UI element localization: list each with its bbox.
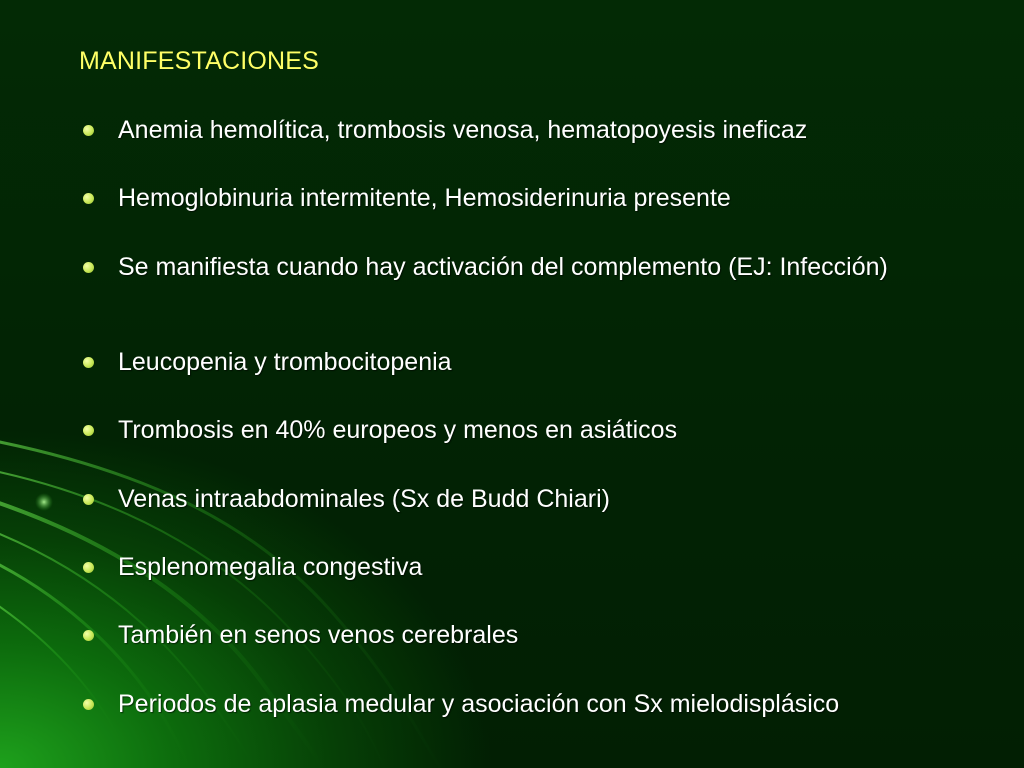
bullet-dot-icon [83,562,94,573]
bullet-dot-icon [83,494,94,505]
bullet-dot-icon [83,125,94,136]
bullet-text: Trombosis en 40% europeos y menos en asiáticos [118,416,678,444]
bullet-text: Hemoglobinuria intermitente, Hemosiderinuria presente [118,184,731,212]
bullet-item [80,184,910,213]
bullet-dot-icon [83,630,94,641]
bullet-item [80,253,910,282]
bullet-dot-icon [83,425,94,436]
bullet-item [80,690,910,719]
bullet-text: Venas intraabdominales (Sx de Budd Chiari) [118,485,610,513]
bullet-item [80,116,910,145]
bullet-dot-icon [83,193,94,204]
bullet-text: Periodos de aplasia medular y asociación con Sx mielodisplásico [118,690,840,718]
bullet-item [80,416,910,445]
slide-title: MANIFESTACIONES [79,47,320,75]
bullet-text: Leucopenia y trombocitopenia [118,348,452,376]
bullet-text: Se manifiesta cuando hay activación del complemento (EJ: Infección) [118,253,888,281]
bullet-item [80,553,910,582]
bullet-item [80,348,910,377]
bullet-item [80,621,910,650]
bullet-dot-icon [83,699,94,710]
bullet-text: Esplenomegalia congestiva [118,553,423,581]
bullet-text: También en senos venos cerebrales [118,621,519,649]
bullet-item [80,485,910,514]
bullet-dot-icon [83,357,94,368]
bullet-text: Anemia hemolítica, trombosis venosa, hematopoyesis ineficaz [118,116,808,144]
bullet-dot-icon [83,262,94,273]
